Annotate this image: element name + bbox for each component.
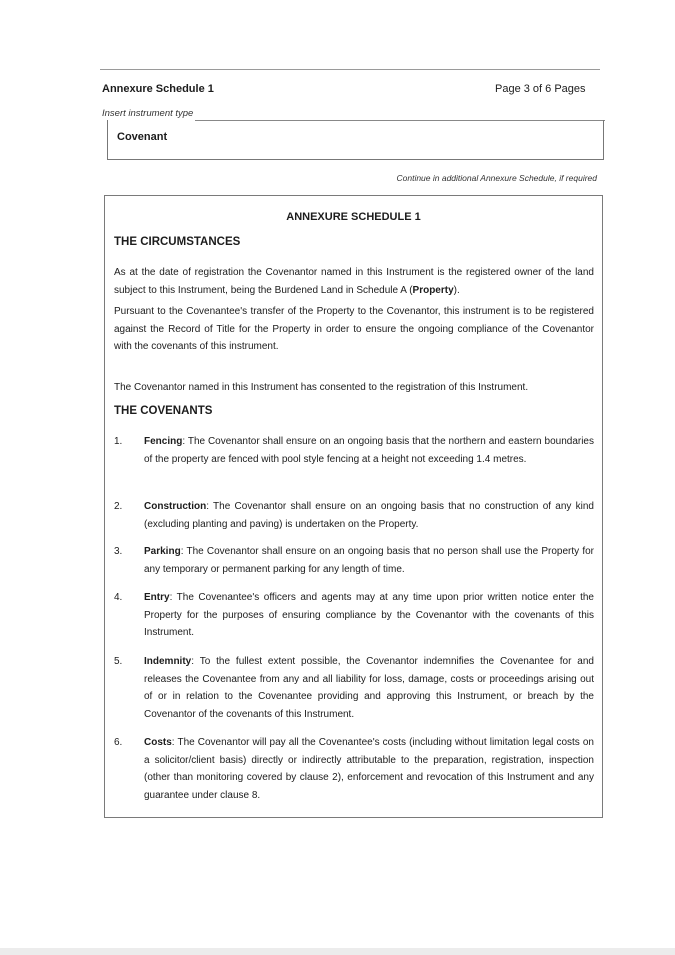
clause-text: : The Covenantor shall ensure on an ongoing basis that no person shall use the Property for any temporary or permanent parking for any length of time. <box>144 546 594 575</box>
clause-term: Indemnity <box>144 656 192 667</box>
instrument-type-value: Covenant <box>117 131 168 143</box>
clause-text: : To the fullest extent possible, the Covenantor indemnifies the Covenantee for and releases the Covenantee from any and all liability for loss, damage, costs or proceedings arising out of or in relation to the Covenantee providing and approving this Instrument, or breach by the Covenantor of the covenants of this Instrument. <box>144 656 594 720</box>
p1-end: ). <box>453 284 460 296</box>
covenants-heading: THE COVENANTS <box>114 405 213 417</box>
page-edge <box>0 948 675 955</box>
clause-term: Entry <box>144 592 170 603</box>
clause-text: : The Covenantee's officers and agents may at any time upon prior written notice enter the Property for the purposes of ensuring compliance by the Covenantor with the covenants of this Instrument. <box>144 592 594 638</box>
clause-number: 1. <box>114 436 123 447</box>
circumstances-paragraph-1 <box>114 264 594 299</box>
clause-text: : The Covenantor shall ensure on an ongoing basis that the northern and eastern boundaries of the property are fenced with pool style fencing at a height not exceeding 1.4 metres. <box>144 436 594 465</box>
clause-text: : The Covenantor shall ensure on an ongoing basis that no construction of any kind (excluding planting and paving) is undertaken on the Property. <box>144 501 594 530</box>
clause-term: Construction <box>144 501 207 512</box>
clause-number: 6. <box>114 737 123 748</box>
page-number: Page 3 of 6 Pages <box>495 83 586 95</box>
clause-number: 2. <box>114 501 123 512</box>
circumstances-paragraph-3: The Covenantor named in this Instrument has consented to the registration of this Instrument. <box>114 382 529 393</box>
covenant-clause <box>114 433 594 468</box>
clause-number: 5. <box>114 656 123 667</box>
covenant-clause <box>114 653 594 723</box>
clause-number: 4. <box>114 592 123 603</box>
clause-number: 3. <box>114 546 123 557</box>
covenant-clause <box>114 589 594 642</box>
circumstances-paragraph-2: Pursuant to the Covenantee's transfer of the Property to the Covenantor, this instrument is to be registered against the Record of Title for the Property in order to ensure the ongoing compliance of the Covenantor with the covenants of this instrument. <box>114 306 594 352</box>
instrument-type-label: Insert instrument type <box>102 108 194 119</box>
page-title: Annexure Schedule 1 <box>102 83 214 95</box>
clause-text: : The Covenantor will pay all the Covenantee's costs (including without limitation legal costs on a solicitor/client basis) directly or indirectly attributable to the preparation, registration, inspection (other than monitoring covered by clause 2), enforcement and revocation of this Instrument and any guarantee under clause 8. <box>144 737 594 801</box>
covenant-clause <box>114 498 594 533</box>
p1-bold-term: Property <box>412 284 454 296</box>
covenant-clause <box>114 734 594 804</box>
clause-term: Parking <box>144 546 181 557</box>
clause-term: Fencing <box>144 436 183 447</box>
instrument-type-box <box>107 120 604 160</box>
covenant-clause <box>114 543 594 578</box>
clause-term: Costs <box>144 737 172 748</box>
continue-note: Continue in additional Annexure Schedule, if required <box>396 173 597 183</box>
p1-text: As at the date of registration the Covenantor named in this Instrument is the registered owner of the land subject to this Instrument, being the Burdened Land in Schedule A ( <box>114 267 594 296</box>
schedule-title: ANNEXURE SCHEDULE 1 <box>286 211 421 223</box>
top-rule <box>100 69 600 70</box>
circumstances-heading: THE CIRCUMSTANCES <box>114 236 241 248</box>
